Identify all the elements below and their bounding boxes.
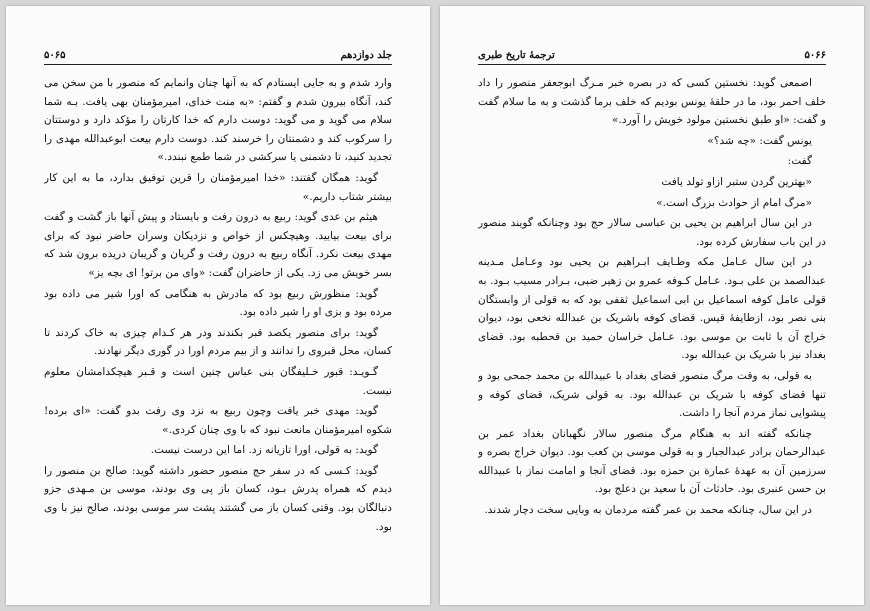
paragraph: گوید: مهدی خبر یافت وچون ربیع به نزد وی رفت بدو گفت: «ای برده! شکوه امیرمؤمنان مانعت نبود که با وی چنان کردی.» bbox=[44, 405, 392, 436]
paragraph: گوید: برای منصور یکصد قبر بکندند ودر هر کـدام چیزی به خاک کردند تا کسان، محل قبروی را ندانند و از بیم مردم اورا در گوری دیگر نهادند. bbox=[44, 326, 392, 358]
paragraph: چنانکه گفته اند به هنگام مرگ منصور سالار نگهبانان بغداد عمر بن عبدالرحمان برادر عبدالجبار و به قولی موسی بن کعب بود. دیوان خراج بصره و سرزمین آن به عهدهٔ عمارة بن حمزه بود. قضای آنجا و امامت نماز با عبیدالله بن حسن عنبری بود. حادثات آن با سعید بن دعلج بود. bbox=[478, 427, 826, 496]
page-number: ۵۰۶۵ bbox=[44, 50, 66, 61]
paragraph: در این سال، چنانکه محمد بن عمر گفته مردمان به وبایی سخت دچار شدند. bbox=[484, 504, 812, 517]
left-page-body bbox=[44, 74, 392, 585]
paragraph: وارد شدم و به جایی ایستادم که به آنها چنان وانمایم که منصور با من سخن می کند، آنگاه بیرون شدم و گفتم: «به منت خدای، امیرمؤمنان بهی یافت. بـه شما سلام می گوید و می گوید: دوست دارم که خدا کارتان را مؤکد دارد و دوستتان را سرکوب کند و دشمنتان را خرسند کند. دوست دارم بیعت ابوعبدالله مهدی را تجدید کنید، تا دشمنی یا سرکشی در شما طمع نبندد.» bbox=[44, 77, 392, 164]
paragraph: به قولی، به وقت مرگ منصور قضای بغداد با عبیدالله بن محمد جمحی بود و تنها قضای کوفه با شریک بن عبدالله بود. به قولی شریک، قضای کوفه و پیشوایی نماز مردم آنجا را داشت. bbox=[478, 369, 826, 420]
paragraph: گـویـد: قبور خـلیفگان بنی عباس چنین است و قـبر هیچکدامشان معلوم نیست. bbox=[44, 365, 392, 397]
right-page bbox=[440, 6, 864, 605]
paragraph: در این سال ابراهیم بن یحیی بن عباسی سالار حج بود وچنانکه گویند منصور در این باب سفارش کرده بود. bbox=[478, 217, 826, 248]
paragraph: یونس گفت: «چه شد؟» bbox=[707, 134, 812, 147]
verse-line: «بهترین گردن ستبر ازاو تولد یافت bbox=[661, 175, 812, 188]
left-page bbox=[6, 6, 430, 605]
paragraph: در این سال عـامل مکه وطـایف ابـراهیم بن یحیی بود وعـامل مـدینه عبدالصمد بن علی بـود. عـامل کـوفه عمرو بن زهیر ضبی، بـرادر مسیب بـود. به قولی عامل کوفه اسماعیل بن ابی اسماعیل ثقفی بود که به قولی از وابستگان بنی نصر بود، ازطایفهٔ قیس. قضای کوفه باشریک بن عبدالله نخعی بود، دیوان خراج آن با ثابت بن موسی بود. عـامل خراسان حمید بن قحطبه بود. قضای بغداد نیز با شریک بن عبدالله بود. bbox=[478, 256, 826, 362]
running-title: ترجمهٔ تاریخ طبری bbox=[478, 50, 555, 61]
paragraph: گفت: bbox=[787, 155, 812, 168]
paragraph: هیثم بن عدی گوید: ربیع به درون رفت و بایستاد و پیش آنها باز گشت و گفت برای بیعت بیایید. وهیچکس از خواص و نزدیکان وسران حاضر نبود که برای مهدی بیعت نکرد. آنگاه ربیع به درون رفت و گریان و گریبان دریده برون شد که بسر خویش می زد. یکی از حاضران گفت: «وای من برتو! ای بچه یز» bbox=[44, 211, 392, 279]
right-page-header bbox=[478, 48, 826, 65]
page-number: ۵۰۶۶ bbox=[804, 50, 826, 61]
verse-line: «مرگ امام از حوادث بزرگ است.» bbox=[656, 196, 812, 209]
paragraph: گوید: همگان گفتند: «خدا امیرمؤمنان را قرین توفیق بدارد، ما به این کار بیشتر شتاب داریم.» bbox=[44, 171, 392, 203]
left-page-header bbox=[44, 48, 392, 65]
running-title: جلد دوازدهم bbox=[340, 50, 392, 61]
paragraph: گوید: کـسی که در سفر حج منصور حضور داشته گوید: صالح بن منصور را دیدم که همراه پدرش بـود، کسان باز پی وی بودند، موسی بن مـهدی جزو دنبالگان بود. وقتی کسان باز می گشتند پشت سر موسی بودند، صالح نیز با وی بود. bbox=[44, 464, 392, 533]
paragraph: گوید: به قولی، اورا تازیانه زد. اما این درست نیست. bbox=[150, 444, 378, 457]
paragraph: گوید: منظورش ربیع بود که مادرش به هنگامی که اورا شیر می داده بود مرده بود و بزی او را شیر داده بود. bbox=[44, 287, 392, 319]
right-page-body bbox=[478, 74, 826, 585]
paragraph: اصمعی گوید: نخستین کسی که در بصره خبر مـرگ ابوجعفر منصور را داد خلف احمر بود، ما در حلقهٔ یونس بودیم که خلف برما گذشت و به ما سلام گفت و گفت: «او طبق نخستین مولود خویش را آورد.» bbox=[478, 77, 826, 127]
